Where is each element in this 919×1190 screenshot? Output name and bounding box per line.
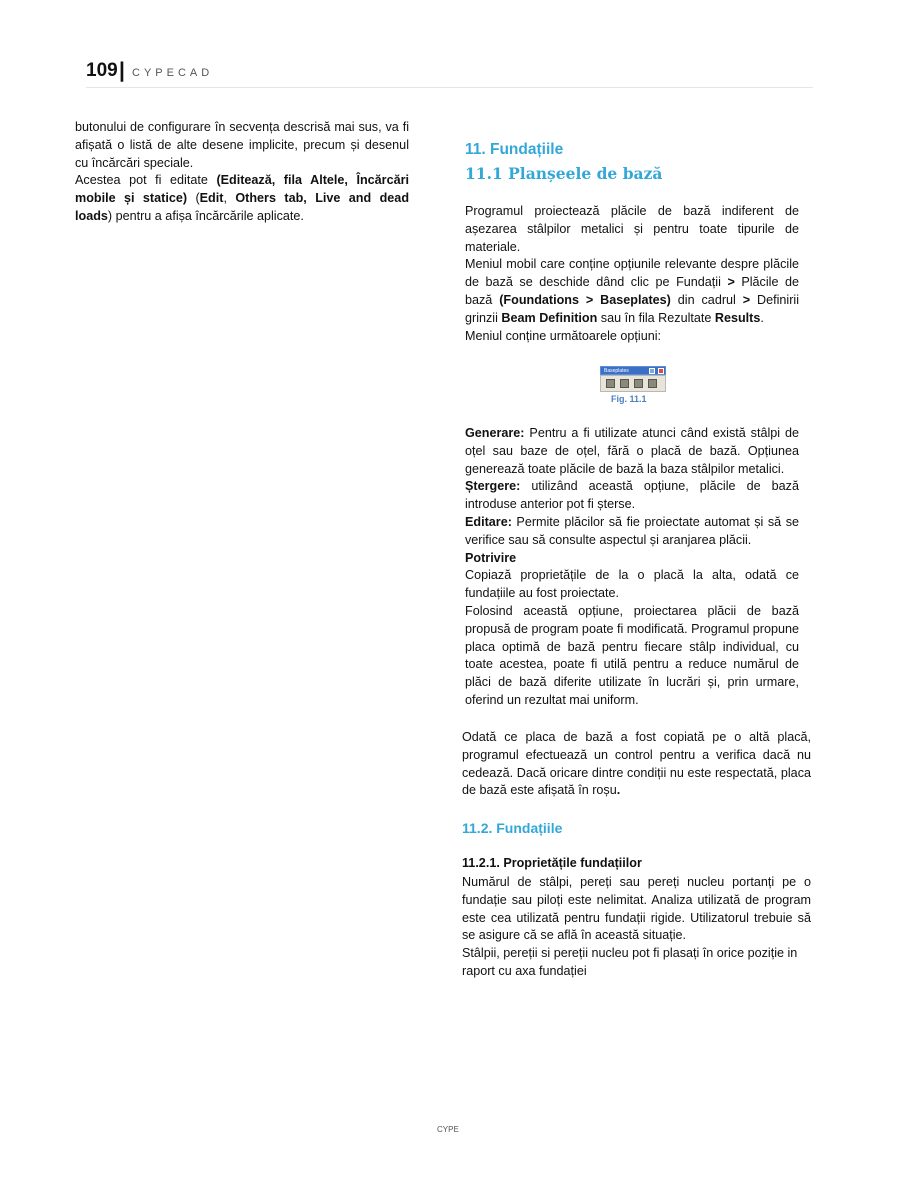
paragraph [75, 172, 409, 225]
option-label: Ștergere: [465, 479, 521, 494]
options-list [465, 425, 799, 710]
section-heading: 11. Fundațiile [465, 141, 564, 158]
paragraph: Meniul conține următoarele opțiuni: [465, 328, 662, 343]
text-run: din cadrul [670, 292, 743, 307]
header-separator: | [119, 59, 125, 82]
option-stergere [465, 478, 799, 514]
option-editare [465, 514, 799, 550]
bold-run: . [616, 783, 621, 798]
option-label: Editare: [465, 514, 512, 529]
text-run: ( [187, 191, 200, 206]
paragraph: Stâlpii, pereții si pereții nucleu pot fi plasați în orice poziție in raport cu axa fundației [462, 946, 798, 978]
option-text: utilizând această opțiune, plăcile de bază introduse anterior pot fi șterse. [465, 479, 799, 512]
bold-run: (Foundations > Baseplates) [499, 292, 671, 307]
text-run: Plăcile de bază [465, 275, 799, 307]
section-11-2-body [462, 874, 811, 981]
option-text: Permite plăcilor să fie proiectate automat și să se verifice sau să consulte aspectul și aranjarea plăcii. [465, 514, 799, 547]
right-column [465, 203, 799, 345]
text-run: , [223, 191, 236, 206]
text-run: Odată ce placa de bază a fost copiată pe o altă placă, programul efectuează un control pentru a verifica dacă nu cedează. Dacă oricare dintre condiții nu este respectată, placa de bază este afișată în roșu [462, 730, 811, 798]
bold-run: Beam Definition [501, 310, 598, 325]
left-column [75, 119, 409, 226]
text-run: Meniul mobil care conține opțiunile relevante despre plăcile de bază se deschide dând clic pe Fundații [465, 257, 799, 290]
option-generare [465, 425, 799, 478]
page-header [86, 60, 813, 88]
bold-run: Results [714, 310, 761, 325]
help-icon [649, 368, 655, 374]
close-icon [658, 368, 664, 374]
bold-run: Edit [199, 191, 224, 206]
bold-run: > [727, 275, 735, 290]
toolbar-titlebar [600, 366, 666, 375]
text-run: ) pentru a afișa încărcările aplicate. [107, 208, 304, 223]
subsection-heading-11-2-1: 11.2.1. Proprietățile fundațiilor [462, 856, 642, 870]
edit-icon [634, 379, 643, 388]
text-run: Definirii grinzii [465, 292, 799, 325]
paragraph [462, 729, 811, 800]
text-run: sau în fila Rezultate [597, 310, 715, 325]
option-potrivire-label [465, 550, 799, 568]
paragraph: Programul proiectează plăcile de bază indiferent de așezarea stâlpilor metalici și pentru toate tipurile de materiale. [465, 204, 799, 254]
option-label: Generare: [465, 426, 525, 440]
toolbar-title: Baseplates [604, 368, 629, 374]
paragraph: Folosind această opțiune, proiectarea plăcii de bază propusă de program poate fi modificată. Programul propune placa optimă de bază pentru fiecare stâlp individual, cu toate acestea, poate fi utilă pentru a reduce numărul de plăci de bază diferite utilizate în lucrări și, prin urmare, oferind un rezultat mai uniform. [465, 603, 799, 707]
bold-run: (Editează, fila Altele, Încărcări mobile și statice) [75, 173, 409, 206]
option-text: Pentru a fi utilizate atunci când există stâlpi de oțel sau baze de oțel, fără o placă de bază. Opțiunea generează toate plăcile de bază la baza stâlpilor metalici. [465, 426, 799, 476]
section-heading-11-2: 11.2. Fundațiile [462, 820, 563, 836]
subsection-heading: 11.1 Planșeele de bază [465, 164, 663, 183]
toolbar-body [600, 375, 666, 392]
text-run: . [760, 310, 764, 325]
delete-icon [620, 379, 629, 388]
page-footer: CYPE [437, 1125, 459, 1134]
bold-run: > [742, 292, 751, 307]
copy-note [462, 729, 811, 800]
baseplates-toolbar-figure [600, 366, 666, 392]
text-run: Acestea pot fi editate [75, 173, 217, 188]
paragraph: Numărul de stâlpi, pereți sau pereți nucleu portanți pe o fundație sau piloți este nelimitat. Analiza utilizată de program este cea utilizată pentru fundații rigide. Utilizatorul trebuie să se asigure că se află în această situație. [462, 875, 811, 943]
paragraph: Copiază proprietățile de la o placă la alta, odată ce fundațiile au fost proiectate. [465, 568, 799, 601]
option-label: Potrivire [465, 550, 517, 565]
page-number: 109 [86, 60, 118, 81]
header-app-name: CYPECAD [132, 67, 214, 79]
paragraph [465, 256, 799, 327]
match-icon [648, 379, 657, 388]
figure-caption: Fig. 11.1 [611, 394, 647, 404]
bold-run: Others tab, Live and dead loads [75, 191, 410, 223]
generate-icon [606, 379, 615, 388]
paragraph: butonului de configurare în secvența descrisă mai sus, va fi afișată o listă de alte desene implicite, precum și desenul cu încărcări speciale. [75, 120, 409, 170]
